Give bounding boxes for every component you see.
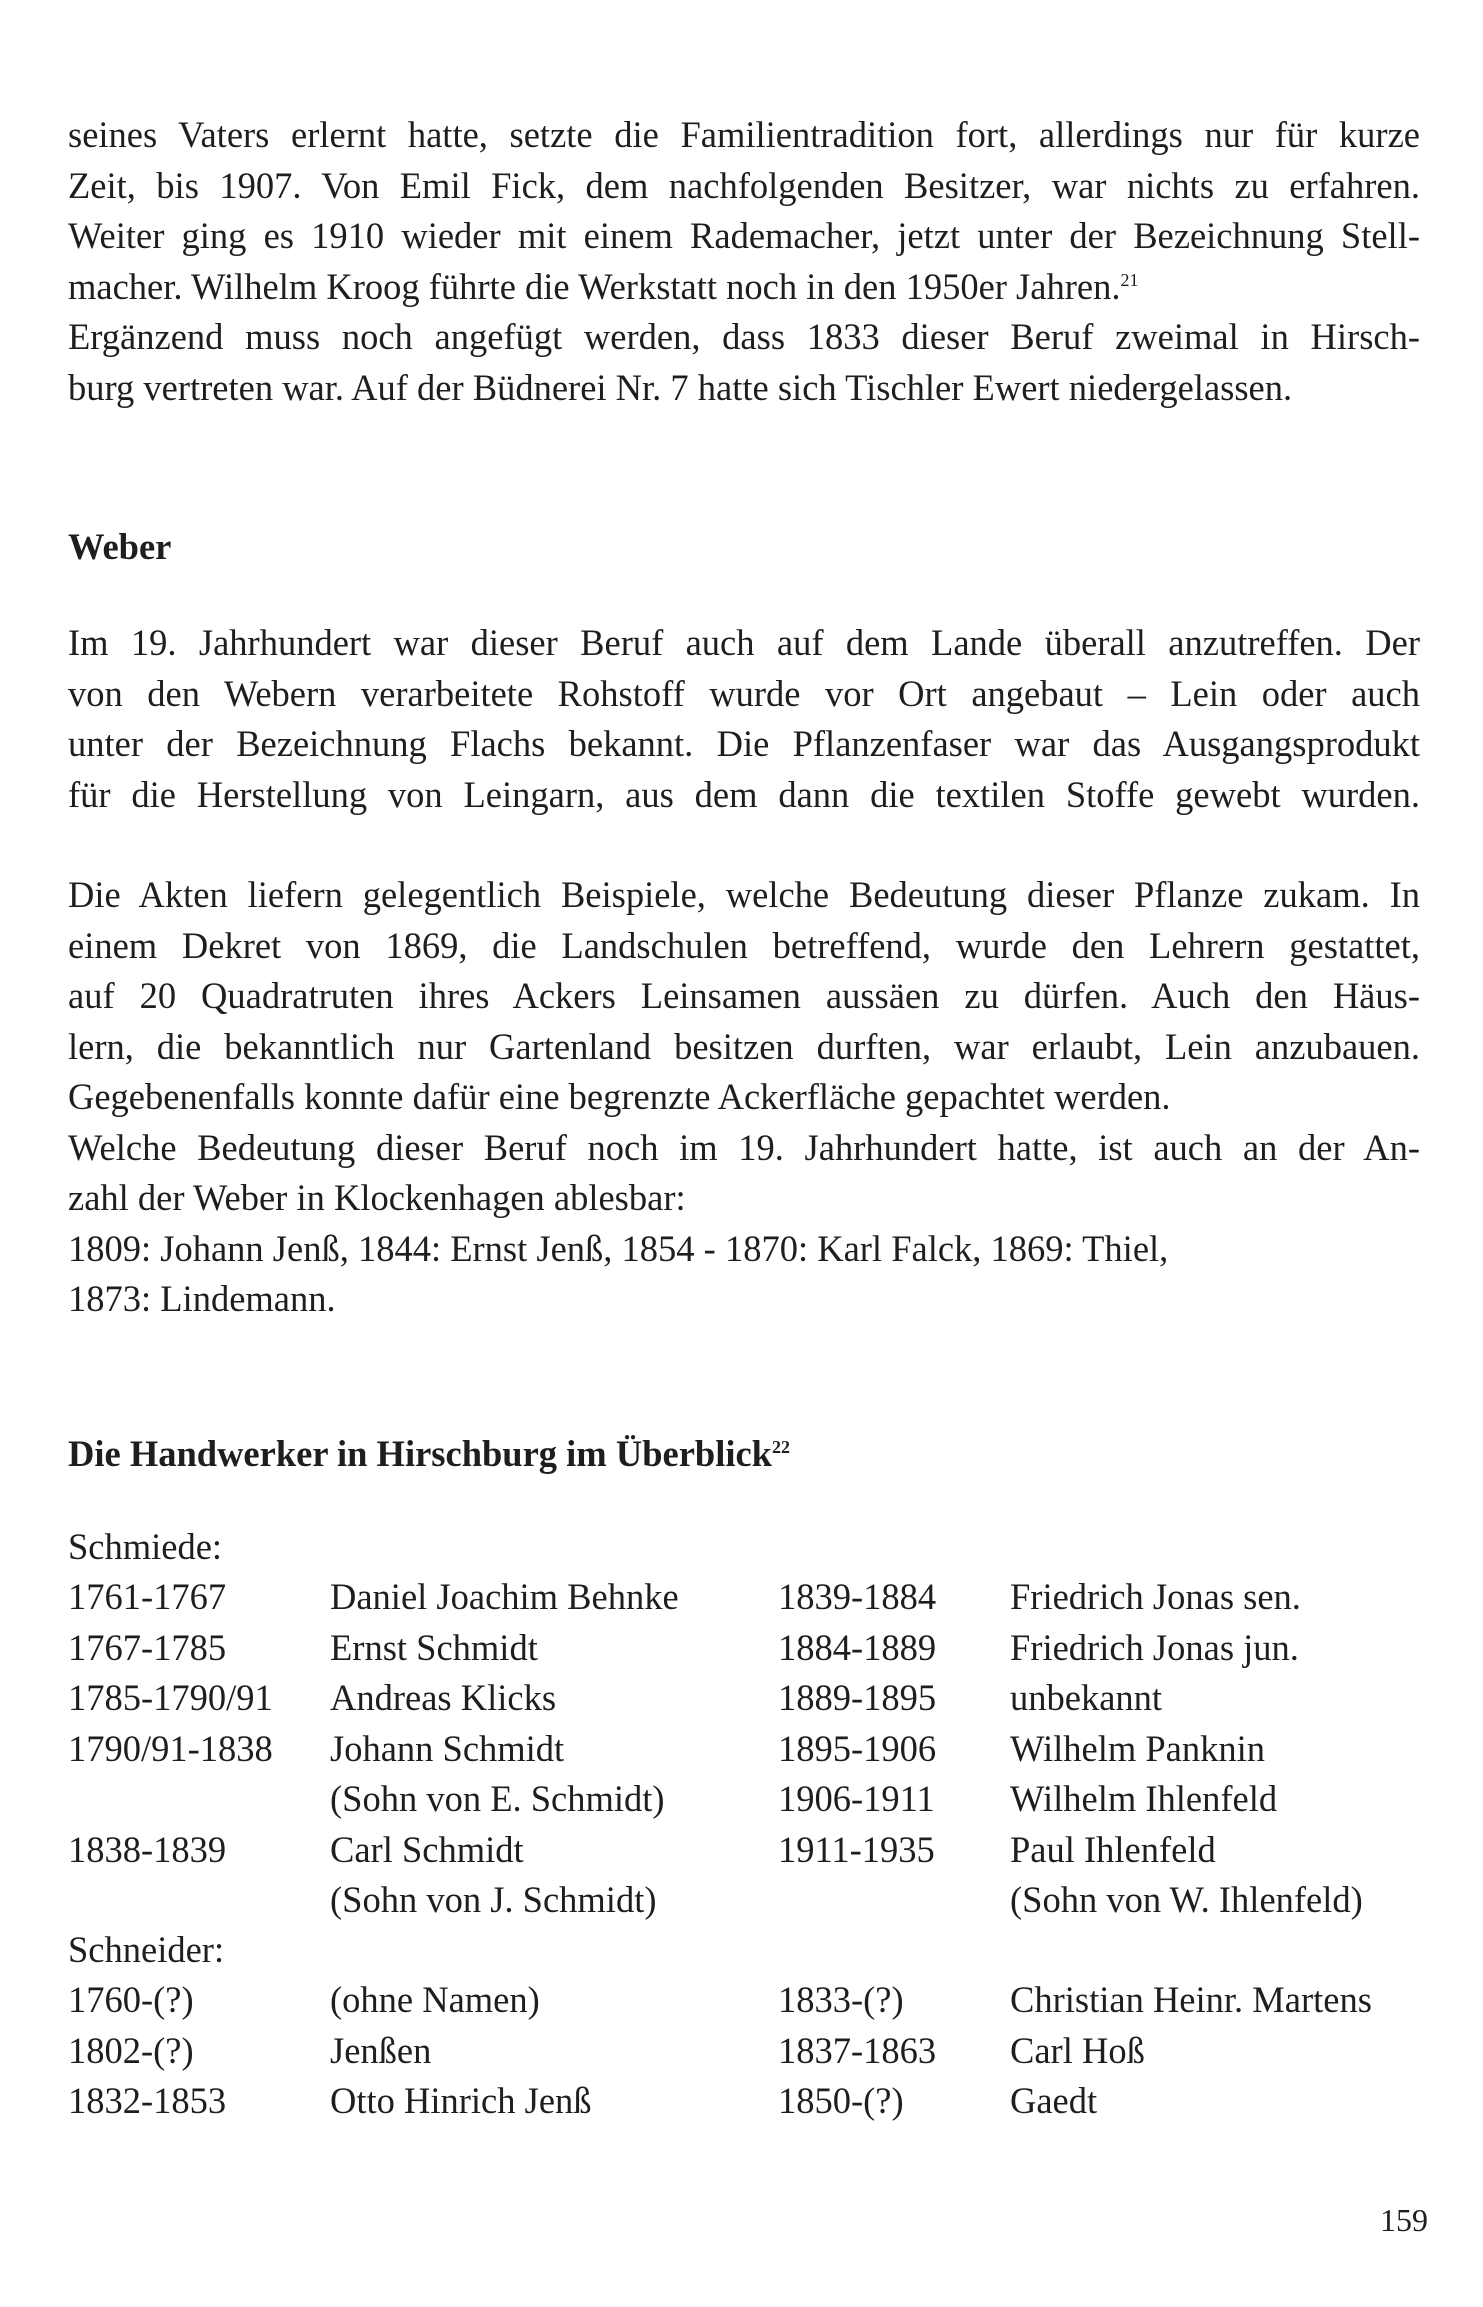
period-cell: 1832-1853 <box>68 2080 227 2121</box>
footnote-marker: 21 <box>1120 269 1139 290</box>
name-cell: Friedrich Jonas jun. <box>1010 1626 1299 1668</box>
period-cell: 1760-(?) <box>68 1979 194 2020</box>
text-line: einem Dekret von 1869, die Landschulen betreffend, wurde den Lehrern gestattet, <box>68 924 1420 966</box>
table-schmiede <box>68 1575 1420 1929</box>
table-row <box>68 1727 1420 1778</box>
text-line: Die Akten liefern gelegentlich Beispiele, welche Bedeutung dieser Pflanze zukam. In <box>68 874 1420 915</box>
period-cell: 1802-(?) <box>68 2029 194 2071</box>
text-line-with-footnote <box>68 262 1420 313</box>
group-label-schneider: Schneider: <box>68 1929 225 1970</box>
table-row <box>68 1978 1420 2029</box>
text-line: Gegebenenfalls konnte dafür eine begrenzte Ackerfläche gepachtet werden. <box>68 1076 1171 1117</box>
name-cell: (Sohn von J. Schmidt) <box>330 1879 657 1920</box>
table-row <box>68 1828 1420 1879</box>
period-cell: 1790/91-1838 <box>68 1727 273 1769</box>
period-cell: 1884-1889 <box>778 1626 937 1668</box>
name-cell: Johann Schmidt <box>330 1727 565 1769</box>
text-line: unter der Bezeichnung Flachs bekannt. Die Pflanzenfaser war das Ausgangsprodukt <box>68 723 1420 764</box>
text-line: seines Vaters erlernt hatte, setzte die Familientradition fort, allerdings nur für kurze <box>68 114 1420 155</box>
section-heading-overview <box>68 1432 790 1475</box>
period-cell: 1761-1767 <box>68 1576 227 1617</box>
name-cell: Carl Schmidt <box>330 1828 524 1870</box>
text-line: macher. Wilhelm Kroog führte die Werkstatt noch in den 1950er Jahren. <box>68 265 1121 307</box>
weber-paragraph-1 <box>68 618 1420 820</box>
text-line: Zeit, bis 1907. Von Emil Fick, dem nachfolgenden Besitzer, war nichts zu erfahren. <box>68 164 1420 206</box>
name-cell: Otto Hinrich Jenß <box>330 2080 592 2121</box>
name-cell: Paul Ihlenfeld <box>1010 1828 1216 1870</box>
period-cell: 1889-1895 <box>778 1677 937 1718</box>
text-line: burg vertreten war. Auf der Büdnerei Nr. 7 hatte sich Tischler Ewert niedergelassen. <box>68 366 1293 408</box>
name-cell: Christian Heinr. Martens <box>1010 1979 1372 2020</box>
group-label-schmiede: Schmiede: <box>68 1526 223 1567</box>
period-cell: 1833-(?) <box>778 1979 904 2020</box>
text-line: Welche Bedeutung dieser Beruf noch im 19. Jahrhundert hatte, ist auch an der An- <box>68 1126 1420 1168</box>
name-cell: unbekannt <box>1010 1677 1163 1718</box>
period-cell: 1906-1911 <box>778 1778 935 1819</box>
name-cell: Daniel Joachim Behnke <box>330 1576 679 1617</box>
text-line: von den Webern verarbeitete Rohstoff wurde vor Ort angebaut – Lein oder auch <box>68 672 1420 714</box>
text-line: 1809: Johann Jenß, 1844: Ernst Jenß, 1854 - 1870: Karl Falck, 1869: Thiel, <box>68 1227 1169 1269</box>
page-number: 159 <box>1380 2202 1428 2238</box>
name-cell: (ohne Namen) <box>330 1979 540 2020</box>
name-cell: Ernst Schmidt <box>330 1626 538 1668</box>
text-line: Ergänzend muss noch angefügt werden, dass 1833 dieser Beruf zweimal in Hirsch- <box>68 316 1420 357</box>
table-row <box>68 1626 1420 1677</box>
name-cell: Wilhelm Ihlenfeld <box>1010 1778 1278 1819</box>
weber-paragraph-2 <box>68 870 1420 1325</box>
text-line: auf 20 Quadratruten ihres Ackers Leinsamen aussäen zu dürfen. Auch den Häus- <box>68 975 1420 1016</box>
name-cell: Friedrich Jonas sen. <box>1010 1576 1301 1617</box>
period-cell: 1785-1790/91 <box>68 1677 273 1718</box>
period-cell: 1767-1785 <box>68 1626 227 1668</box>
period-cell: 1838-1839 <box>68 1828 227 1870</box>
table-row <box>68 1878 1420 1929</box>
table-row <box>68 1777 1420 1828</box>
period-cell: 1895-1906 <box>778 1727 937 1769</box>
name-cell: (Sohn von W. Ihlenfeld) <box>1010 1879 1363 1920</box>
name-cell: Andreas Klicks <box>330 1677 557 1718</box>
table-schneider <box>68 1978 1420 2130</box>
text-line: für die Herstellung von Leingarn, aus dem dann die textilen Stoffe gewebt wurden. <box>68 773 1420 815</box>
period-cell: 1839-1884 <box>778 1576 937 1617</box>
text-line: lern, die bekanntlich nur Gartenland besitzen durften, war erlaubt, Lein anzubauen. <box>68 1025 1420 1067</box>
name-cell: Gaedt <box>1010 2080 1098 2121</box>
overview-heading-text: Die Handwerker in Hirschburg im Überblick <box>68 1433 772 1474</box>
table-row <box>68 1575 1420 1626</box>
period-cell: 1850-(?) <box>778 2080 904 2121</box>
section-heading-weber: Weber <box>68 526 172 567</box>
text-line: zahl der Weber in Klockenhagen ablesbar: <box>68 1177 686 1218</box>
text-line: Weiter ging es 1910 wieder mit einem Rademacher, jetzt unter der Bezeichnung Stell- <box>68 215 1420 256</box>
name-cell: (Sohn von E. Schmidt) <box>330 1778 665 1819</box>
text-line: 1873: Lindemann. <box>68 1278 336 1319</box>
name-cell: Carl Hoß <box>1010 2029 1145 2071</box>
table-row <box>68 2079 1420 2130</box>
table-row <box>68 1676 1420 1727</box>
table-row <box>68 2029 1420 2080</box>
name-cell: Wilhelm Panknin <box>1010 1727 1266 1769</box>
period-cell: 1837-1863 <box>778 2029 937 2071</box>
name-cell: Jenßen <box>330 2029 432 2071</box>
period-cell: 1911-1935 <box>778 1828 935 1870</box>
text-line: Im 19. Jahrhundert war dieser Beruf auch auf dem Lande überall anzutreffen. Der <box>68 622 1420 663</box>
footnote-marker: 22 <box>771 1436 790 1457</box>
intro-paragraph <box>68 110 1420 413</box>
